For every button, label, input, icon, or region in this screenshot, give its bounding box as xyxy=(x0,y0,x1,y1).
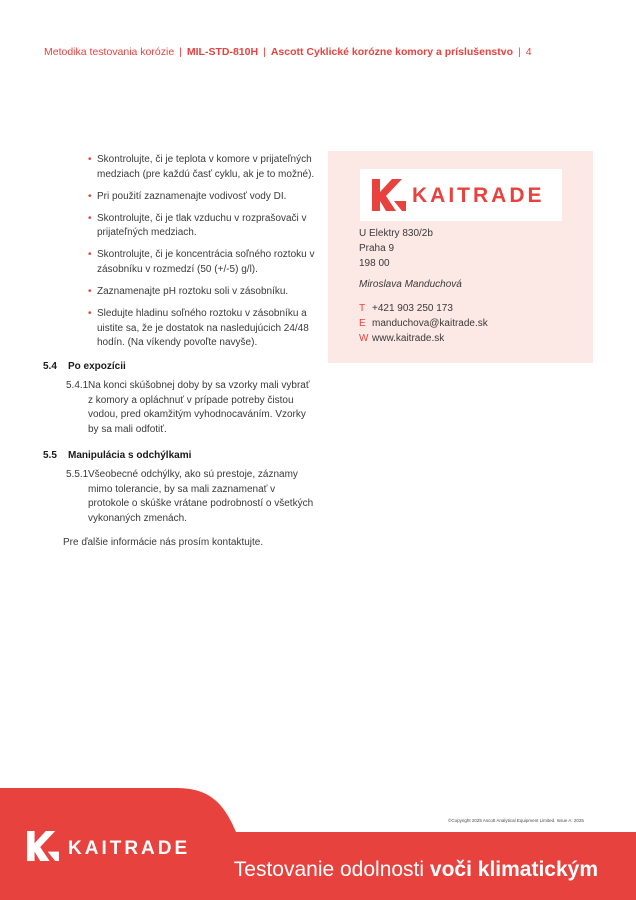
list-item: • Skontrolujte, či je teplota v komore v prijateľných medziach (pre každú časť cyklu, ak je to možné). xyxy=(88,153,320,182)
list-item: • Pri použití zaznamenajte vodivosť vody DI. xyxy=(88,190,320,205)
contact-person: Miroslava Manduchová xyxy=(359,279,462,290)
copyright-note: ©Copyright 2025 Ascott Analytical Equipment Limited. Issue A: 2025 xyxy=(448,818,584,823)
section-title: Po expozícii xyxy=(68,361,126,372)
page-number: 4 xyxy=(525,46,532,58)
web-key: W xyxy=(359,333,369,344)
page-header xyxy=(44,46,532,58)
subsection-text: Na konci skúšobnej doby by sa vzorky mali vybrať z komory a opláchnuť v prípade potreby čistou vodou, pred okamžitým vyhodnocaváním. Vzorky by sa mali odfotiť. xyxy=(88,380,310,435)
list-item: • Sledujte hladinu soľného roztoku v zásobníku a uistite sa, že je dostatok na nasledujúcich 24/48 hodín. (Na víkendy povoľte navyše). xyxy=(88,307,320,351)
footer-tagline xyxy=(234,858,598,882)
section-number: 5.5 xyxy=(43,450,57,461)
tagline-normal: Testovanie odolnosti xyxy=(233,858,425,881)
list-item: • Zaznamenajte pH roztoku soli v zásobníku. xyxy=(88,285,320,300)
address-line: 198 00 xyxy=(359,258,390,269)
section-heading xyxy=(43,361,126,372)
section-number: 5.4 xyxy=(43,361,57,372)
list-item: • Skontrolujte, či je tlak vzduchu v rozprašovači v prijateľných medziach. xyxy=(88,212,320,241)
contact-email xyxy=(359,318,488,329)
section-title: Manipulácia s odchýlkami xyxy=(68,450,192,461)
header-separator: | xyxy=(263,46,266,58)
address-line: Praha 9 xyxy=(359,243,395,254)
email-key: E xyxy=(359,318,366,329)
phone-value[interactable]: +421 903 250 173 xyxy=(372,303,453,314)
subsection-number: 5.5.1 xyxy=(66,469,89,480)
checklist xyxy=(88,153,320,359)
section-heading xyxy=(43,450,191,461)
email-link[interactable]: manduchova@kaitrade.sk xyxy=(372,318,488,329)
tagline-bold: voči klimatickým xyxy=(429,858,598,881)
contact-phone xyxy=(359,303,453,314)
kaitrade-logo-icon xyxy=(27,831,59,861)
subsection xyxy=(66,379,316,437)
phone-key: T xyxy=(359,303,366,314)
company-logo xyxy=(360,169,562,221)
closing-note: Pre ďalšie informácie nás prosím kontaktujte. xyxy=(63,537,264,548)
header-standard: MIL-STD-810H xyxy=(186,46,259,58)
web-link[interactable]: www.kaitrade.sk xyxy=(372,333,445,344)
kaitrade-logo-icon xyxy=(372,179,406,211)
list-item: • Skontrolujte, či je koncentrácia soľného roztoku v zásobníku v rozmedzí (50 (+/-5) g/l). xyxy=(88,248,320,277)
contact-card xyxy=(328,151,593,363)
header-doc-title: Metodika testovania korózie xyxy=(44,46,175,58)
contact-web xyxy=(359,333,444,344)
header-separator: | xyxy=(517,46,521,58)
header-separator: | xyxy=(179,46,182,58)
logo-wordmark: KAITRADE xyxy=(412,184,545,207)
subsection-number: 5.4.1 xyxy=(66,380,89,391)
subsection-text: Všeobecné odchýlky, ako sú prestoje, záznamy mimo tolerancie, by sa mali zaznamenať v protokole o skúške vrátane podrobností o všetkých vykonaných zmenách. xyxy=(88,469,314,524)
footer-logo-wordmark: KAITRADE xyxy=(68,838,191,859)
header-product: Ascott Cyklické korózne komory a príslušenstvo xyxy=(270,46,513,58)
subsection xyxy=(66,468,316,526)
address-line: U Elektry 830/2b xyxy=(359,228,433,239)
